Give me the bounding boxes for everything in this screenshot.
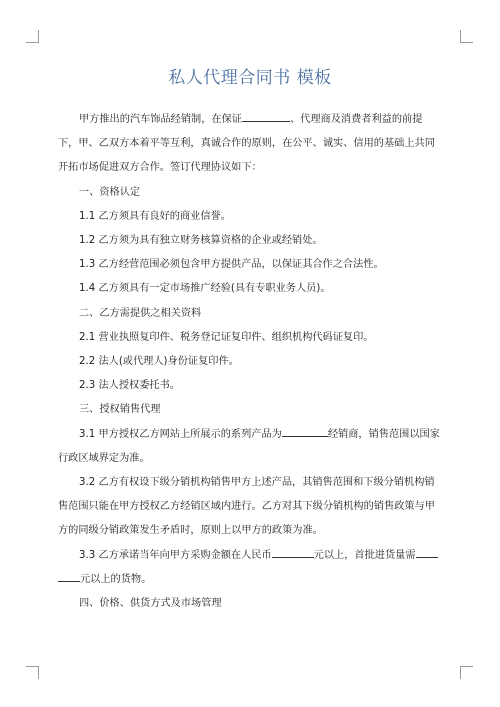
- intro-text-a: 甲方推出的汽车饰品经销制，在保证: [79, 114, 242, 125]
- blank-field: [416, 545, 438, 558]
- crop-mark-top-right: [460, 30, 473, 43]
- clause-1-2: 1.2 乙方须为具有独立财务核算资格的企业或经销处。: [79, 235, 323, 247]
- intro-text-b: 、代理商及消费者利益的前提下，甲、乙双方本着平等互利，真诚合作的原则，在公平、诚实、信用的基础上共同开拓市场促进双方合作。签订代理协议如下：: [58, 114, 435, 174]
- crop-mark-bottom-right: [460, 666, 473, 679]
- document-body: [58, 108, 442, 616]
- clause-3-1: [58, 423, 442, 471]
- section-heading-2: 二、乙方需提供之相关资料: [79, 307, 202, 319]
- section-heading-3: 三、授权销售代理: [79, 404, 161, 416]
- clause-3-3-text-a: 3.3 乙方承诺当年向甲方采购金额在人民币: [79, 549, 272, 561]
- clause-2-3: 2.3 法人授权委托书。: [79, 380, 180, 392]
- document-title: 私人代理合同书 模板: [168, 68, 332, 88]
- clause-1-4: 1.4 乙方须具有一定市场推广经验(具有专职业务人员)。: [79, 283, 331, 295]
- clause-1-1: 1.1 乙方须具有良好的商业信誉。: [79, 210, 231, 222]
- blank-field: [272, 545, 314, 558]
- clause-3-3: [58, 544, 442, 592]
- blank-field: [58, 569, 80, 582]
- clause-3-1-text-a: 3.1 甲方授权乙方网站上所展示的系列产品为: [79, 428, 282, 440]
- section-heading-1: 一、资格认定: [79, 186, 141, 198]
- clause-3-3-text-b: 元以上，首批进货量需: [313, 549, 416, 561]
- crop-mark-top-left: [26, 30, 39, 43]
- clause-3-2: 3.2 乙方有权设下级分销机构销售甲方上述产品，其销售范围和下级分销机构销售范围只能在甲方授权乙方经销区域内进行。乙方对其下级分销机构的销售政策与甲方的同级分销政策发生矛盾时，原则上以甲方的政策为准。: [58, 477, 435, 537]
- clause-3-3-text-c: 元以上的货物。: [80, 573, 152, 585]
- blank-field: [282, 424, 328, 437]
- section-heading-4: 四、价格、供货方式及市场管理: [79, 598, 222, 610]
- clause-3-1-text-b: 经销商，销售范围以国家行政区域界定为准。: [58, 428, 440, 464]
- intro-paragraph: [58, 108, 442, 181]
- clause-2-1: 2.1 营业执照复印件、税务登记证复印件、组织机构代码证复印。: [79, 331, 374, 343]
- blank-field: [242, 109, 290, 122]
- crop-mark-bottom-left: [26, 666, 39, 679]
- clause-2-2: 2.2 法人(或代理人)身份证复印件。: [79, 356, 239, 368]
- clause-1-3: 1.3 乙方经营范围必须包含甲方提供产品，以保证其合作之合法性。: [79, 259, 384, 271]
